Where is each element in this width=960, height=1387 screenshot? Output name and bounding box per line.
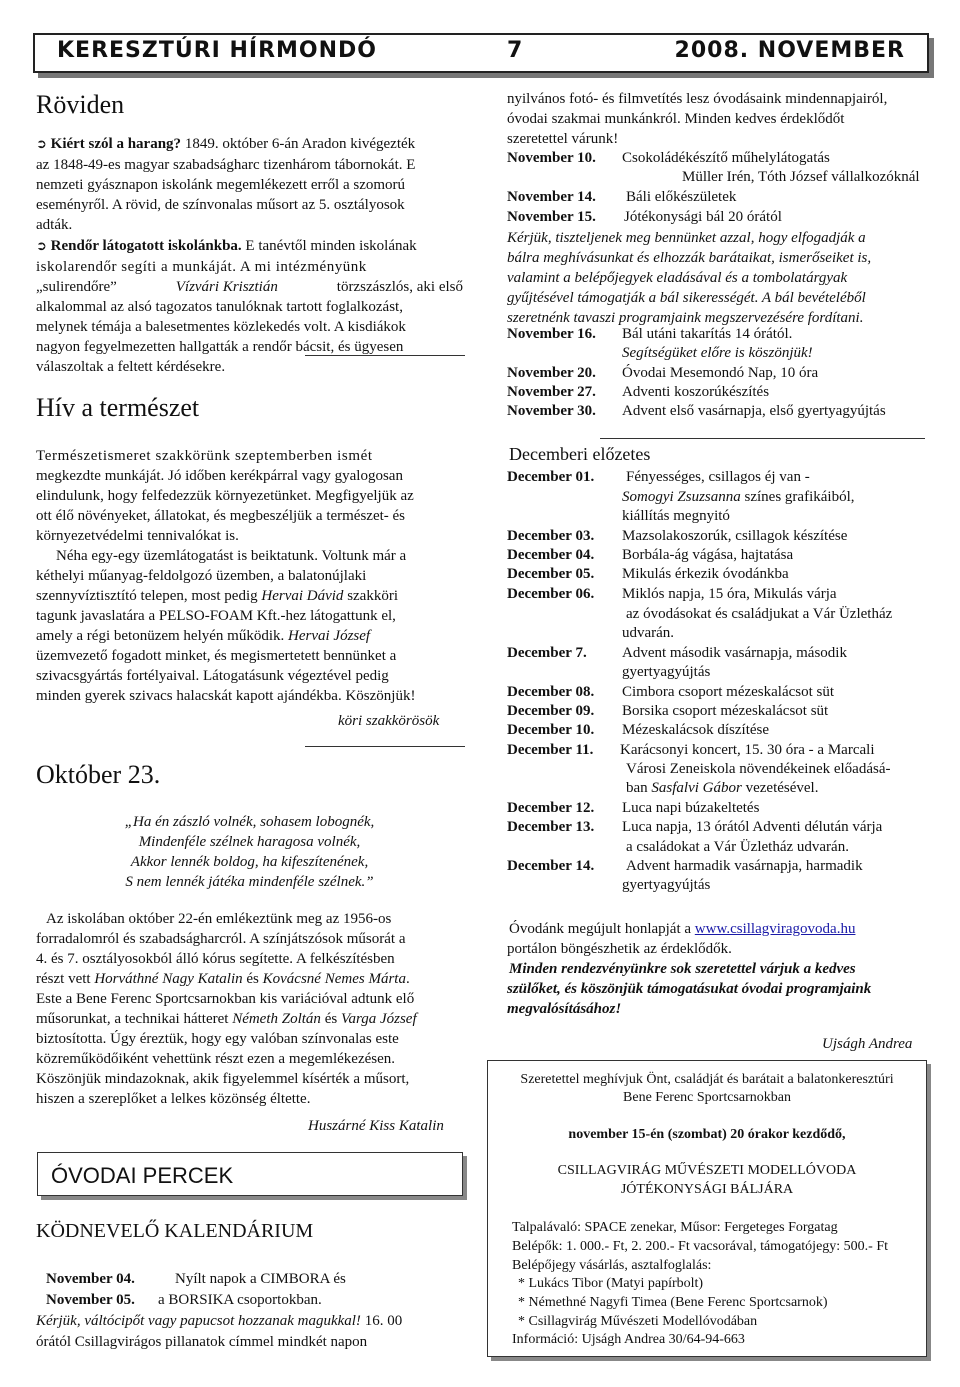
hiv-title: Hív a természet bbox=[36, 393, 200, 422]
text: Az iskolában október 22-én emlékeztünk meg az 1956-os bbox=[46, 911, 392, 927]
oktober-title: Október 23. bbox=[36, 760, 161, 789]
text: bálra meghívásunkat és elhozzák barátaikat, ismerőseiket is, bbox=[507, 250, 872, 266]
page-number: 7 bbox=[507, 38, 524, 63]
text: és bbox=[324, 1011, 338, 1027]
ovodai-percek-banner bbox=[37, 1152, 463, 1196]
event-text: Segítségüket előre is köszönjük! bbox=[622, 345, 813, 361]
text: Este a Bene Ferenc Sportcsarnokban kis variációval adtunk elő bbox=[36, 991, 415, 1007]
text: Bene Ferenc Sportcsarnokban bbox=[623, 1090, 791, 1105]
kalendar-note bbox=[36, 1312, 402, 1331]
roviden-item2-lead: Rendőr látogatott iskolánkba. bbox=[50, 238, 242, 254]
text: Szeretettel meghívjuk Önt, családját és barátait a balatonkeresztúri bbox=[520, 1072, 894, 1087]
text: Köszönjük mindazoknak, akik figyelemmel kísérték a műsort, bbox=[36, 1071, 410, 1087]
text: kéthelyi műanyag-feldolgozó üzemben, a balatonújlaki bbox=[36, 568, 367, 584]
text: . bbox=[405, 971, 410, 987]
text: „sulirendőre” bbox=[36, 279, 117, 295]
artist-name: Somogyi Zsuzsanna bbox=[622, 489, 741, 505]
text: elindulunk, hogy felfedezzük környezetünket. Megfigyeljük az bbox=[36, 488, 414, 504]
text: Belépők: 1. 000.- Ft, 2. 200.- Ft vacsorával, támogatójegy: 500.- Ft bbox=[512, 1239, 889, 1254]
date: November 27. bbox=[507, 384, 596, 400]
roviden-item1 bbox=[36, 134, 463, 235]
date: November 10. bbox=[507, 150, 596, 166]
poem-line: S nem lennék játéka mindenféle szélnek.” bbox=[125, 874, 374, 890]
event-text: Bál utáni takarítás 14 órától. bbox=[622, 326, 793, 342]
text: Kérjük, tiszteljenek meg bennünket azzal, hogy elfogadják a bbox=[507, 230, 866, 246]
date: December 10. bbox=[507, 722, 595, 738]
text: műsorunkat, a technikai hátteret bbox=[36, 1011, 229, 1027]
event-text: Luca napi búzakeltetés bbox=[622, 800, 760, 816]
text: JÓTÉKONYSÁGI BÁLJÁRA bbox=[620, 1182, 794, 1197]
text: Talpalávaló: SPACE zenekar, Műsor: Fergeteges Forgatag bbox=[512, 1220, 838, 1235]
event-text: gyertyagyújtás bbox=[622, 877, 711, 893]
date: November 30. bbox=[507, 403, 596, 419]
event-text: Advent első vasárnapja, első gyertyagyújtás bbox=[622, 403, 886, 419]
text: szennyvíztisztító telepen, most pedig bbox=[36, 588, 258, 604]
date: December 7. bbox=[507, 645, 587, 661]
text: szakköri bbox=[347, 588, 399, 604]
text: a BORSIKA csoportokban. bbox=[158, 1292, 322, 1308]
website-note bbox=[507, 919, 925, 959]
text: hiszen a szereplőket a lelkes közönség éltette. bbox=[36, 1091, 311, 1107]
request-text bbox=[507, 228, 925, 328]
date: November 04. bbox=[46, 1271, 135, 1287]
person-name: Kovácsné Nemes Márta bbox=[262, 971, 406, 987]
date: December 06. bbox=[507, 586, 595, 602]
poem-line: Akkor lennék boldog, ha kifeszítenének, bbox=[130, 854, 369, 870]
divider bbox=[600, 438, 925, 439]
text: 16. 00 bbox=[360, 1313, 403, 1329]
roviden-item1-lead: Kiért szól a harang? bbox=[50, 136, 182, 152]
poem bbox=[36, 812, 463, 892]
text: iskolarendőr segíti a munkáját. A mi intézményünk bbox=[36, 259, 367, 275]
december-title: Decemberi előzetes bbox=[509, 444, 651, 464]
person-name: Hervai Dávid bbox=[261, 588, 344, 604]
text: szeretnénk tavaszi programjaink megszervezésére fordítani. bbox=[507, 310, 864, 326]
event-text: Miklós napja, 15 óra, Mikulás várja bbox=[622, 586, 837, 602]
date: December 12. bbox=[507, 800, 595, 816]
event-text: az óvodásokat és családjukat a Vár Üzletház bbox=[626, 606, 893, 622]
text: ott élő növényeket, állatokat, és megbeszéljük a természet- és bbox=[36, 508, 406, 524]
text: melynek témája a balesetmentes közlekedés volt. A kisdiákok bbox=[36, 319, 406, 335]
person-name: Sasfalvi Gábor bbox=[651, 780, 742, 796]
text: Információ: Ujságh Andrea 30/64-94-663 bbox=[512, 1332, 745, 1347]
text: alkalommal az alsó tagozatos tanulóknak tartott foglalkozást, bbox=[36, 299, 403, 315]
text: 1849. október 6-án Aradon kivégezték bbox=[181, 136, 416, 152]
person-name: Vízvári Krisztián bbox=[175, 279, 278, 295]
date: November 16. bbox=[507, 326, 596, 342]
event-text: Mazsolakoszorúk, csillagok készítése bbox=[622, 528, 848, 544]
person-name: Varga József bbox=[340, 1011, 417, 1027]
text: gyűjtésével támogatják a bál sikerességét. A bál bevételéből bbox=[507, 290, 866, 306]
date: November 15. bbox=[507, 209, 596, 225]
text: közreműködőiként vehettünk részt ezen a megemlékezésen. bbox=[36, 1051, 396, 1067]
date: December 14. bbox=[507, 858, 595, 874]
text: és bbox=[246, 971, 259, 987]
date: November 20. bbox=[507, 365, 596, 381]
text: minden gyerek szivacs halacskát kapott ajándékba. Köszönjük! bbox=[36, 688, 416, 704]
date: December 03. bbox=[507, 528, 595, 544]
banner-text: ÓVODAI PERCEK bbox=[51, 1163, 234, 1188]
text: * Csillagvirág Művészeti Modellóvodában bbox=[518, 1314, 758, 1329]
right-signature: Ujságh Andrea bbox=[822, 1036, 913, 1052]
text: forradalomról és szabadságharcról. A színjátszósok műsorát a bbox=[36, 931, 406, 947]
event-text: Báli előkészületek bbox=[626, 189, 737, 205]
text: CSILLAGVIRÁG MŰVÉSZETI MODELLÓVODA bbox=[557, 1163, 857, 1178]
text: * Lukács Tibor (Matyi papírbolt) bbox=[518, 1276, 704, 1291]
text: részt vett bbox=[36, 971, 91, 987]
text: Belépőjegy vásárlás, asztalfoglalás: bbox=[512, 1258, 712, 1273]
text: valamint a belépőjegyek eladásával és a tombolatárgyak bbox=[507, 270, 848, 286]
text: megvalósításához! bbox=[507, 1001, 622, 1017]
text: ban bbox=[626, 780, 648, 796]
event-text: Luca napja, 13 órától Adventi délután várja bbox=[622, 819, 883, 835]
event-text: Müller Irén, Tóth József vállalkozóknál bbox=[682, 169, 920, 185]
poem-line: „Ha én zászló volnék, sohasem lobognék, bbox=[124, 814, 375, 830]
newspaper-header bbox=[33, 33, 929, 73]
divider bbox=[305, 746, 465, 747]
text: szülőket, és köszönjük támogatásukat óvodai programjaink bbox=[507, 981, 872, 997]
text: portálon böngészhetik az érdeklődők. bbox=[507, 941, 732, 957]
kalendar-row bbox=[46, 1270, 135, 1289]
text: nyilvános fotó- és filmvetítés lesz óvodásaink mindennapjairól, bbox=[507, 91, 888, 107]
person-name: Hervai József bbox=[288, 628, 371, 644]
oktober-signature: Huszárné Kiss Katalin bbox=[308, 1118, 444, 1134]
date: December 08. bbox=[507, 684, 595, 700]
text: Óvodánk megújult honlapját a bbox=[509, 921, 692, 937]
right-intro bbox=[507, 89, 925, 149]
roviden-title: Röviden bbox=[36, 90, 125, 119]
arrow-icon: ➲ bbox=[36, 137, 47, 152]
text: üzemvezető fogadott minket, és megismertetett bennünket a bbox=[36, 648, 397, 664]
text: vezetésével. bbox=[745, 780, 819, 796]
date: December 04. bbox=[507, 547, 595, 563]
event-text: Borsika csoport mézeskalácsot süt bbox=[622, 703, 829, 719]
text: környezetvédelmi tennivalókat is. bbox=[36, 528, 239, 544]
text: nemzeti gyásznapon iskolánk megemlékezett erről a szomorú bbox=[36, 177, 406, 193]
text: óvodai szakmai munkánkról. Minden kedves érdeklődőt bbox=[507, 111, 845, 127]
hiv-article bbox=[36, 446, 463, 706]
event-text: Advent második vasárnapja, második bbox=[622, 645, 847, 661]
hiv-signature: köri szakkörösök bbox=[338, 713, 440, 729]
newspaper-title: KERESZTÚRI HÍRMONDÓ bbox=[57, 38, 378, 63]
text: Nyílt napok a CIMBORA és bbox=[175, 1271, 346, 1287]
event-text bbox=[622, 488, 854, 507]
person-name: Horváthné Nagy Katalin bbox=[94, 971, 243, 987]
event-text: Karácsonyi koncert, 15. 30 óra - a Marcali bbox=[620, 742, 875, 758]
text: 4. és 7. osztályosokból álló kórus segítette. A felkészítésben bbox=[36, 951, 395, 967]
text: az 1848-49-es magyar szabadságharc tizenhárom tábornokát. E bbox=[36, 157, 416, 173]
date: November 14. bbox=[507, 189, 596, 205]
text: eseményről. A rövid, de színvonalas műsort az 5. osztályosok bbox=[36, 197, 405, 213]
event-text: Mikulás érkezik óvodánkba bbox=[622, 566, 789, 582]
text: november 15-én (szombat) 20 órakor kezdődő, bbox=[568, 1127, 846, 1142]
event-text: Csokoládékészítő műhelylátogatás bbox=[622, 150, 830, 166]
text: Minden rendezvényünkre sok szeretettel várjuk a kedves bbox=[509, 961, 856, 977]
text: biztosította. Úgy éreztük, hogy egy valóban színvonalas este bbox=[36, 1031, 399, 1047]
event-text: a családokat a Vár Üzletház udvarán. bbox=[626, 839, 849, 855]
event-text bbox=[626, 779, 818, 798]
text: * Némethné Nagyfi Timea (Bene Ferenc Sportcsarnok) bbox=[518, 1295, 828, 1310]
text: tagunk javaslatára a PELSO-FOAM Kft.-hez látogattunk el, bbox=[36, 608, 396, 624]
text: nagyon fegyelmezetten hallgatták a rendőr bácsit, és ügyesen bbox=[36, 339, 404, 355]
website-link[interactable]: www.csillagviragovoda.hu bbox=[694, 921, 856, 937]
date: December 01. bbox=[507, 469, 595, 485]
event-text: Jótékonysági bál 20 órától bbox=[624, 209, 782, 225]
closing-text bbox=[507, 959, 925, 1019]
text: adták. bbox=[36, 217, 73, 233]
invitation-box bbox=[487, 1060, 927, 1357]
text: megkezdte munkáját. Jó időben kerékpárral vagy gyalogosan bbox=[36, 468, 403, 484]
event-text: Városi Zeneiskola növendékeinek előadásá- bbox=[626, 761, 891, 777]
text: Néha egy-egy üzemlátogatást is beiktatunk. Voltunk már a bbox=[56, 548, 407, 564]
text: Természetismeret szakkörünk szeptemberben ismét bbox=[36, 448, 373, 464]
oktober-article bbox=[36, 909, 463, 1109]
event-text: Cimbora csoport mézeskalácsot süt bbox=[622, 684, 835, 700]
text: szivacsgyártás fortélyaival. Látogatásunk végeztével pedig bbox=[36, 668, 389, 684]
arrow-icon: ➲ bbox=[36, 239, 47, 254]
event-text: udvarán. bbox=[622, 625, 675, 641]
event-text: kiállítás megnyitó bbox=[622, 508, 730, 524]
event-text: Adventi koszorúkészítés bbox=[622, 384, 770, 400]
divider bbox=[305, 355, 465, 356]
date: December 11. bbox=[507, 742, 594, 758]
event-text: Fényességes, csillagos éj van - bbox=[626, 469, 810, 485]
text: törzszászlós, aki első bbox=[336, 279, 463, 295]
text: amely a régi betonüzem helyén működik. bbox=[36, 628, 285, 644]
text: Kérjük, váltócipőt vagy papucsot hozzanak magukkal! bbox=[36, 1313, 361, 1329]
event-text: Borbála-ág vágása, hajtatása bbox=[622, 547, 794, 563]
text: színes grafikáiból, bbox=[740, 489, 855, 505]
date: December 05. bbox=[507, 566, 595, 582]
text: válaszoltak a feltett kérdésekre. bbox=[36, 359, 226, 375]
issue-date: 2008. NOVEMBER bbox=[674, 38, 905, 63]
event-text: gyertyagyújtás bbox=[622, 664, 711, 680]
text: E tanévtől minden iskolának bbox=[241, 238, 417, 254]
text: órától Csillagvirágos pillanatok címmel mindkét napon bbox=[36, 1334, 368, 1350]
person-name: Németh Zoltán bbox=[232, 1011, 321, 1027]
date: December 09. bbox=[507, 703, 595, 719]
date: November 05. bbox=[46, 1292, 135, 1308]
event-text: Óvodai Mesemondó Nap, 10 óra bbox=[622, 365, 819, 381]
event-text: Advent harmadik vasárnapja, harmadik bbox=[626, 858, 863, 874]
poem-line: Mindenféle szélnek haragosa volnék, bbox=[138, 834, 361, 850]
kalendar-row bbox=[46, 1291, 135, 1310]
date: December 13. bbox=[507, 819, 595, 835]
text: szeretettel várunk! bbox=[507, 131, 619, 147]
kalendar-title: KÖDNEVELŐ KALENDÁRIUM bbox=[36, 1220, 314, 1242]
event-text: Mézeskalácsok díszítése bbox=[622, 722, 770, 738]
